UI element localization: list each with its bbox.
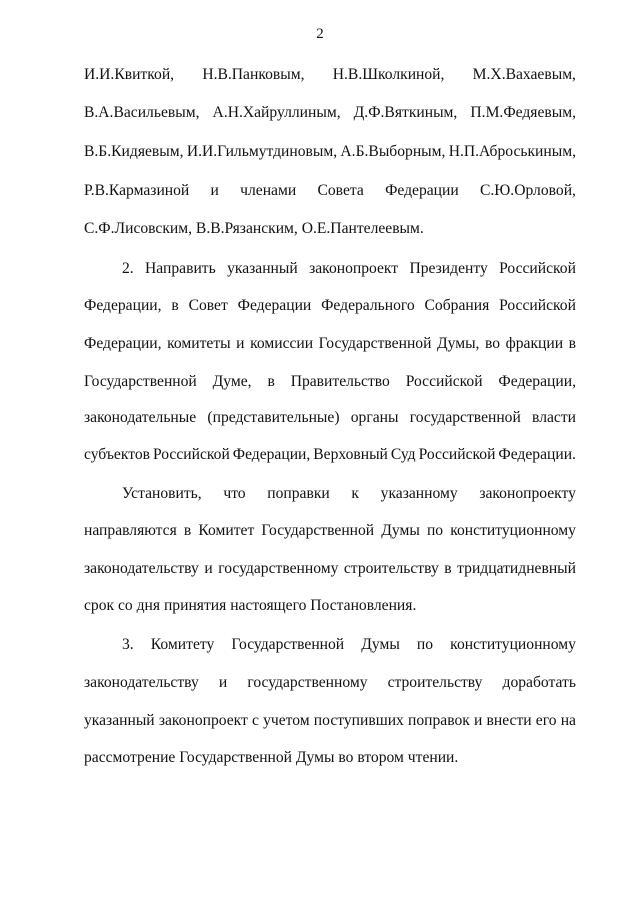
word: что (223, 485, 246, 502)
word: указанный (84, 712, 155, 729)
word: Российской (405, 373, 483, 390)
word: 3. (122, 636, 134, 653)
word: комитеты (167, 335, 231, 352)
text-line-10 (84, 407, 576, 429)
text-line-2 (84, 102, 576, 124)
word: законопроект (158, 712, 248, 729)
word: законодательству (84, 560, 199, 577)
word: Комитет (198, 522, 255, 539)
word: Государственной (231, 636, 345, 653)
word: Российской (418, 446, 496, 463)
word: по (426, 522, 444, 539)
word: комиссии (250, 335, 314, 352)
word: Суд (390, 446, 416, 463)
text-line-14 (84, 558, 576, 580)
word: Думы (381, 522, 420, 539)
word: И.И.Гильмутдиновым, (186, 143, 338, 160)
text-line-11 (84, 444, 576, 466)
word: в (267, 373, 275, 390)
text-line-4 (84, 180, 576, 202)
word: направляются (84, 522, 177, 539)
word: Государственной (84, 373, 197, 390)
word: В.А.Васильевым, (84, 104, 200, 121)
word: органы (350, 409, 399, 426)
word: строительству (387, 674, 483, 691)
word: внести (486, 712, 532, 729)
word: И.И.Квиткой, (84, 66, 175, 83)
word: к (351, 485, 359, 502)
word: законопроекту (479, 485, 576, 502)
word: Направить (145, 260, 216, 277)
text-line-12 (122, 483, 576, 505)
text-line-18 (84, 710, 576, 732)
word: Думы (361, 636, 400, 653)
word: государственному (247, 674, 368, 691)
word: Федерации. (498, 446, 576, 463)
word: Федерального (321, 297, 415, 314)
word: Федерации, (84, 297, 162, 314)
word: на (560, 712, 576, 729)
word: Н.В.Панковым, (202, 66, 305, 83)
word: и (474, 712, 483, 729)
word: членами (240, 182, 297, 199)
word: конституционному (450, 522, 576, 539)
word: В.Б.Кидяевым, (84, 143, 184, 160)
text-line-6 (122, 258, 576, 280)
word: с (252, 712, 259, 729)
word: законодательные (84, 409, 197, 426)
word: Верховный (313, 446, 388, 463)
word: Д.Ф.Вяткиным, (353, 104, 458, 121)
word: Комитету (150, 636, 215, 653)
word: государственному (218, 560, 339, 577)
word: во (485, 335, 501, 352)
word: поправок (408, 712, 470, 729)
word: государственной (409, 409, 521, 426)
text-line-16 (122, 634, 576, 656)
word: власти (532, 409, 576, 426)
text-line-9 (84, 371, 576, 393)
text-line-5: С.Ф.Лисовским, В.В.Рязанским, О.Е.Пантелеевым. (84, 220, 424, 237)
text-line-1 (84, 64, 576, 86)
word: Федерации (237, 297, 312, 314)
word: Российской (499, 297, 576, 314)
word: Н.П.Аброськиным, (448, 143, 576, 160)
text-line-7 (84, 295, 576, 317)
text-line-13 (84, 520, 576, 542)
word: поступивших (313, 712, 404, 729)
word: Российской (152, 446, 230, 463)
word: законопроект (309, 260, 399, 277)
word: А.Н.Хайруллиным, (212, 104, 341, 121)
word: А.Б.Выборным, (340, 143, 446, 160)
text-line-19: рассмотрение Государственной Думы во втором чтении. (84, 749, 459, 766)
word: Собрания (424, 297, 490, 314)
text-line-17 (84, 672, 576, 694)
word: Р.В.Кармазиной (84, 182, 190, 199)
word: Государственной (318, 335, 432, 352)
word: Государственной (261, 522, 375, 539)
word: строительству (343, 560, 439, 577)
text-line-3 (84, 141, 576, 163)
word: фракции (505, 335, 564, 352)
word: в (568, 335, 576, 352)
word: Совет (188, 297, 228, 314)
word: (представительные) (207, 409, 340, 426)
word: указанный (227, 260, 298, 277)
word: С.Ю.Орловой, (479, 182, 576, 199)
word: учетом (263, 712, 310, 729)
word: его (535, 712, 557, 729)
word: указанному (380, 485, 458, 502)
word: Федерации, (84, 335, 162, 352)
word: Федерации (385, 182, 459, 199)
word: Российской (499, 260, 576, 277)
word: и (236, 335, 245, 352)
word: законодательству (84, 674, 199, 691)
word: доработать (502, 674, 576, 691)
word: Н.В.Школкиной, (332, 66, 445, 83)
word: в (444, 560, 452, 577)
text-line-8 (84, 333, 576, 355)
word: в (171, 297, 179, 314)
word: 2. (122, 260, 134, 277)
word: и (218, 674, 228, 691)
word: Федерации, (232, 446, 311, 463)
word: конституционному (450, 636, 576, 653)
word: М.Х.Вахаевым, (472, 66, 576, 83)
word: Федерации, (498, 373, 576, 390)
word: и (204, 560, 213, 577)
word: в (183, 522, 192, 539)
word: Президенту (409, 260, 488, 277)
word: поправки (267, 485, 330, 502)
page-number: 2 (316, 26, 324, 42)
word: Думе, (212, 373, 252, 390)
word: по (416, 636, 434, 653)
word: и (210, 182, 219, 199)
word: Совета (317, 182, 364, 199)
word: П.М.Федяевым, (470, 104, 576, 121)
word: Установить, (122, 485, 202, 502)
word: Правительство (290, 373, 390, 390)
word: Думы, (436, 335, 480, 352)
text-line-15: срок со дня принятия настоящего Постановления. (84, 597, 417, 614)
word: субъектов (84, 446, 150, 463)
word: тридцатидневный (457, 560, 576, 577)
